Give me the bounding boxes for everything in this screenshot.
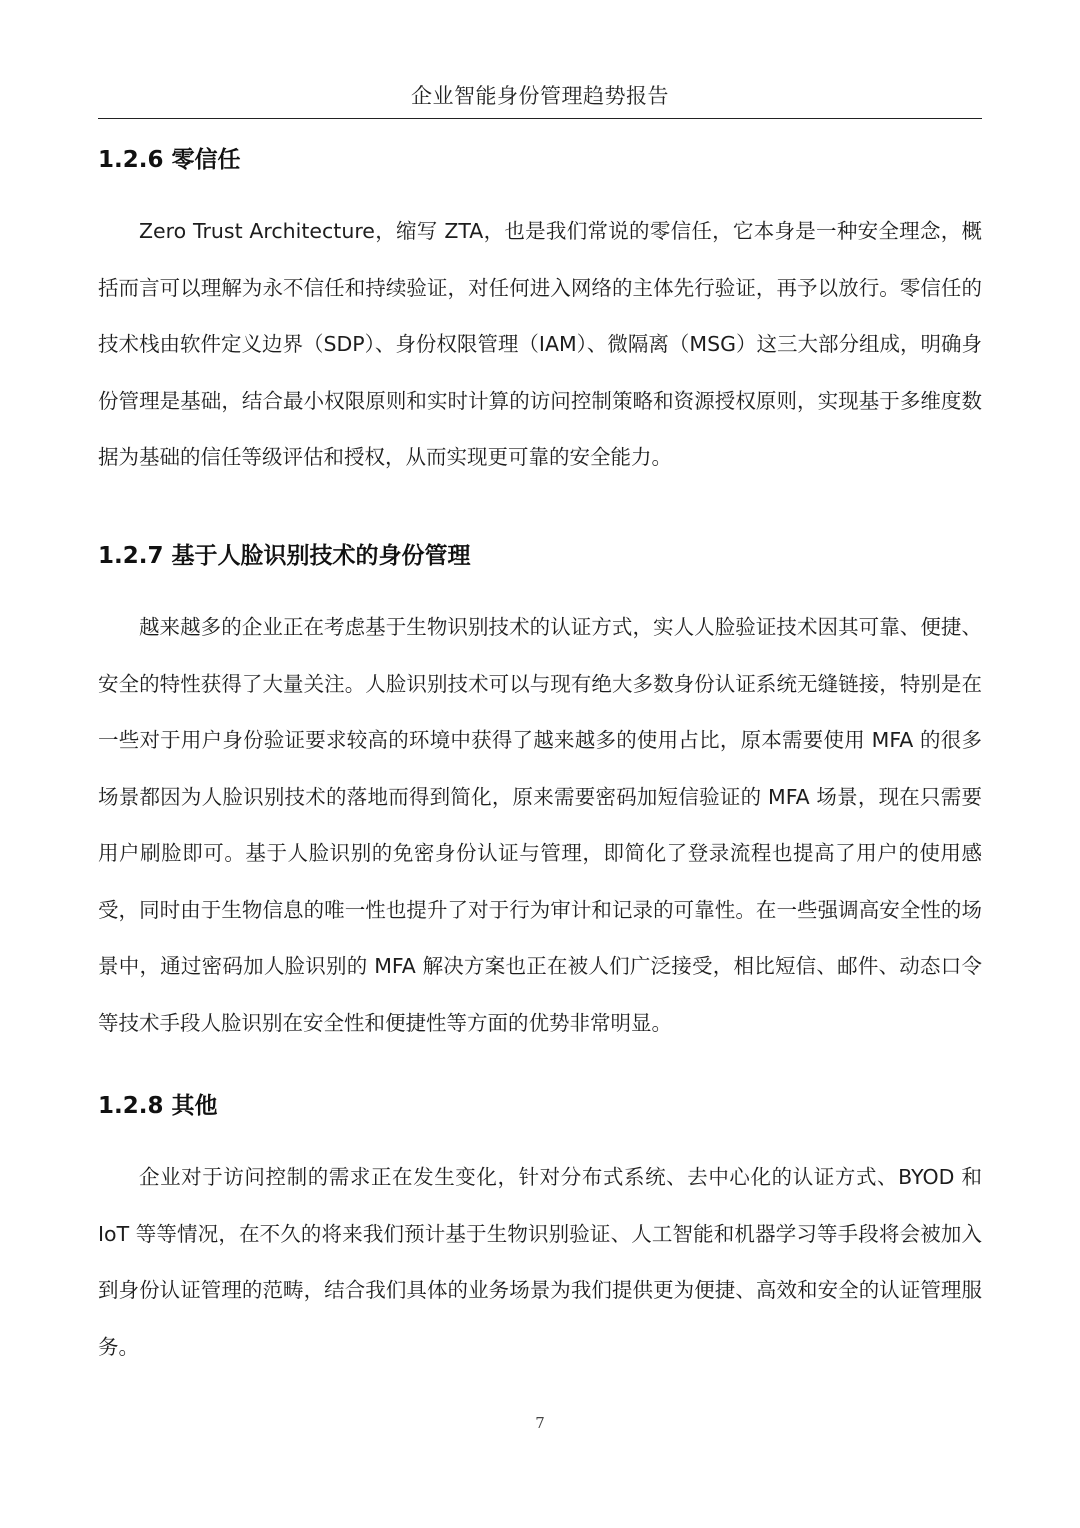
section-paragraph: 越来越多的企业正在考虑基于生物识别技术的认证方式，实人人脸验证技术因其可靠、便捷、安全的特性获得了大量关注。人脸识别技术可以与现有绝大多数身份认证系统无缝链接，特别是在一些对于用户身份验证要求较高的环境中获得了越来越多的使用占比，原本需要使用 MFA 的很多场景都因为人脸识别技术的落地而得到简化，原来需要密码加短信验证的 MFA 场景，现在只需要用户刷脸即可。基于人脸识别的免密身份认证与管理，即简化了登录流程也提高了用户的使用感受，同时由于生物信息的唯一性也提升了对于行为审计和记录的可靠性。在一些强调高安全性的场景中，通过密码加人脸识别的 MFA 解决方案也正在被人们广泛接受，相比短信、邮件、动态口令等技术手段人脸识别在安全性和便捷性等方面的优势非常明显。 [98, 615, 982, 1035]
section-heading: 1.2.6 零信任 [98, 147, 241, 173]
section-other [98, 1090, 982, 1375]
page-number: 7 [535, 1414, 545, 1432]
report-title: 企业智能身份管理趋势报告 [411, 84, 669, 108]
section-paragraph: Zero Trust Architecture，缩写 ZTA，也是我们常说的零信任，它本身是一种安全理念，概括而言可以理解为永不信任和持续验证，对任何进入网络的主体先行验证，再予以放行。零信任的技术栈由软件定义边界（SDP）、身份权限管理（IAM）、微隔离（MSG）这三大部分组成，明确身份管理是基础，结合最小权限原则和实时计算的访问控制策略和资源授权原则，实现基于多维度数据为基础的信任等级评估和授权，从而实现更可靠的安全能力。 [98, 219, 983, 469]
section-zero-trust [98, 144, 982, 486]
section-face-recognition [98, 540, 982, 1051]
page-header [98, 74, 982, 119]
section-paragraph: 企业对于访问控制的需求正在发生变化，针对分布式系统、去中心化的认证方式、BYOD 和 IoT 等等情况，在不久的将来我们预计基于生物识别验证、人工智能和机器学习等手段将会被加入到身份认证管理的范畴，结合我们具体的业务场景为我们提供更为便捷、高效和安全的认证管理服务。 [98, 1165, 982, 1359]
section-heading: 1.2.8 其他 [98, 1093, 218, 1119]
section-heading: 1.2.7 基于人脸识别技术的身份管理 [98, 543, 471, 569]
